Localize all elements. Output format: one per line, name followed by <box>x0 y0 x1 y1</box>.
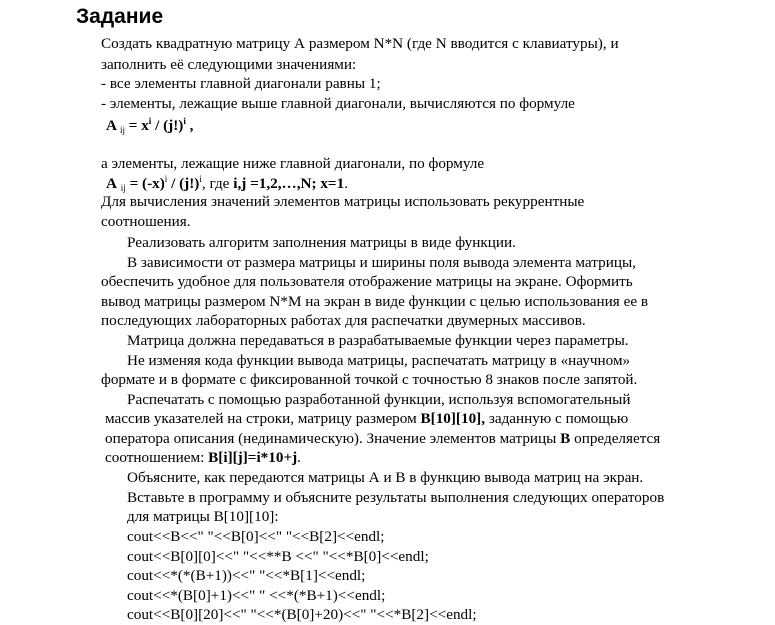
text-line: формате и в формате с фиксированной точкой с точностью 8 знаков после запятой. <box>101 371 638 388</box>
formula-superscript: i <box>164 174 168 184</box>
text-fragment: определяется <box>570 430 661 447</box>
formula-text: / (j!) <box>167 175 200 192</box>
text-fragment: заданную с помощью <box>485 410 629 427</box>
code-line: cout<<*(*(B+1))<<" "<<*B[1]<<endl; <box>127 567 366 584</box>
text-fragment: соотношением: <box>105 449 209 466</box>
text-line: Не изменяя кода функции вывода матрицы, распечатать матрицу в «научном» <box>127 352 631 369</box>
formula-superscript: i <box>148 116 152 126</box>
code-line: cout<<*(B[0]+1)<<" " <<*(*B+1)<<endl; <box>127 587 386 604</box>
code-line: cout<<B<<" "<<B[0]<<" "<<B[2]<<endl; <box>127 528 385 545</box>
formula-symbol: A <box>106 175 117 192</box>
text-line <box>105 408 628 429</box>
formula-text: . <box>344 175 348 192</box>
text-fragment: оператора описания (нединамическую). Значение элементов матрицы <box>105 430 561 447</box>
text-line: - все элементы главной диагонали равны 1; <box>101 75 381 92</box>
formula-text: / (j!) <box>151 117 184 134</box>
text-line: вывод матрицы размером N*M на экран в виде функции с целью использования ее в <box>101 293 649 310</box>
formula-text: , <box>185 117 194 134</box>
text-line: Для вычисления значений элементов матрицы использовать рекуррентные <box>101 193 585 210</box>
formula-subscript: ij <box>119 125 125 135</box>
text-line: последующих лабораторных работах для распечатки двумерных массивов. <box>101 312 586 329</box>
text-line: соотношения. <box>101 213 191 230</box>
text-line: Реализовать алгоритм заполнения матрицы в виде функции. <box>127 234 516 251</box>
text-fragment-bold: B[i][j]=i*10+j <box>208 449 298 466</box>
text-line: Распечатать с помощью разработанной функции, используя вспомогательный <box>127 391 631 408</box>
formula-symbol: A <box>106 117 117 134</box>
text-line: Матрица должна передаваться в разрабатываемые функции через параметры. <box>127 332 629 349</box>
code-line: cout<<B[0][20]<<" "<<*(B[0]+20)<<" "<<*B[2]<<endl; <box>127 606 477 623</box>
text-line <box>105 447 301 468</box>
text-fragment: . <box>297 449 301 466</box>
text-line: - элементы, лежащие выше главной диагонали, вычисляются по формуле <box>101 95 575 112</box>
formula-condition: i,j =1,2,…,N; x=1 <box>233 175 345 192</box>
formula-text: , где <box>201 175 234 192</box>
text-fragment: массив указателей на строки, матрицу размером <box>105 410 421 427</box>
text-line: обеспечить удобное для пользователя отображение матрицы на экране. Оформить <box>101 273 633 290</box>
text-line: для матрицы B[10][10]: <box>127 508 279 525</box>
formula-text: = (-x) <box>129 175 165 192</box>
text-fragment-bold: B[10][10], <box>420 410 486 427</box>
page-title: Задание <box>76 5 164 28</box>
text-line: заполнить её следующими значениями: <box>101 56 357 73</box>
formula-subscript: ij <box>120 183 126 193</box>
text-line: В зависимости от размера матрицы и ширины поля вывода элемента матрицы, <box>127 254 636 271</box>
text-line: Создать квадратную матрицу А размером N*N (где N вводится с клавиатуры), и <box>101 35 619 52</box>
formula-upper <box>106 115 193 138</box>
code-line: cout<<B[0][0]<<" "<<**B <<" "<<*B[0]<<endl; <box>127 548 429 565</box>
formula-superscript: i <box>199 174 202 184</box>
text-line: а элементы, лежащие ниже главной диагонали, по формуле <box>101 155 485 172</box>
text-line <box>105 428 660 449</box>
formula-superscript: i <box>183 116 186 126</box>
text-line: Вставьте в программу и объясните результаты выполнения следующих операторов <box>127 489 665 506</box>
text-line: Объясните, как передаются матрицы А и В в функцию вывода матриц на экран. <box>127 469 644 486</box>
text-fragment-bold: B <box>560 430 571 447</box>
formula-text: = x <box>128 117 149 134</box>
